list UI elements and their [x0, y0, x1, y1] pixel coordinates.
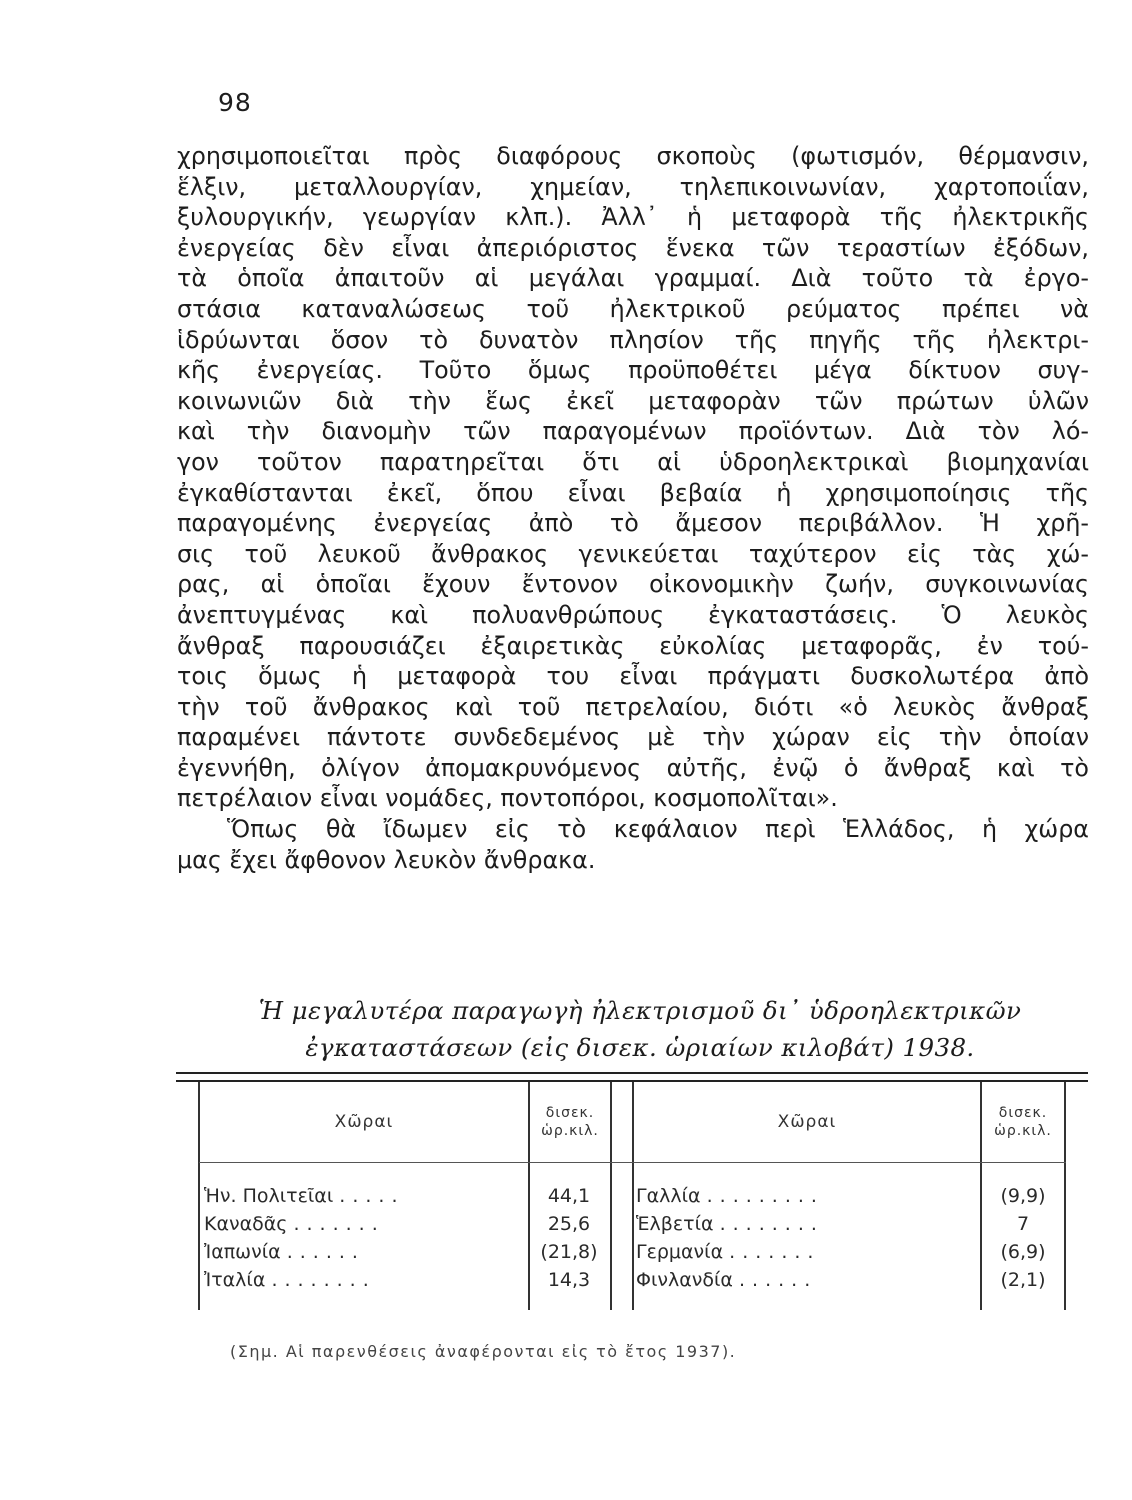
- body-line: ἐγκαθίστανται ἐκεῖ, ὅπου εἶναι βεβαία ἡ χρησιμοποίησις τῆς: [177, 478, 1089, 507]
- header-unit-line: δισεκ.: [998, 1105, 1048, 1121]
- right-country-cell: [636, 1182, 966, 1210]
- table-footnote: (Σημ. Αἱ παρενθέσεις ἀναφέρονται εἰς τὸ ἔτος 1937).: [230, 1342, 737, 1361]
- body-line: τὴν τοῦ ἄνθρακος καὶ τοῦ πετρελαίου, διότι «ὁ λευκὸς ἄνθραξ: [177, 692, 1089, 721]
- body-line: παραμένει πάντοτε συνδεδεμένος μὲ τὴν χώραν εἰς τὴν ὁποίαν: [177, 723, 1089, 752]
- country-name: Ἑλβετία: [636, 1213, 714, 1235]
- country-name: Ἰταλία: [204, 1269, 266, 1291]
- header-unit-line: ὡρ.κιλ.: [994, 1123, 1052, 1139]
- body-line: γον τοῦτον παρατηρεῖται ὅτι αἱ ὑδροηλεκτρικαὶ βιομηχανίαι: [177, 447, 1089, 476]
- left-value: 25,6: [547, 1213, 591, 1235]
- body-line: κοινωνιῶν διὰ τὴν ἕως ἐκεῖ μεταφορὰν τῶν πρώτων ὑλῶν: [177, 386, 1089, 415]
- table-title-line: ἐγκαταστάσεων (εἰς δισεκ. ὡριαίων κιλοβάτ) 1938.: [305, 1033, 975, 1062]
- header-unit-left: [530, 1082, 610, 1162]
- body-line: ρας, αἱ ὁποῖαι ἔχουν ἔντονον οἰκονομικὴν ζωήν, συγκοινωνίας: [177, 570, 1089, 599]
- header-unit-line: δισεκ.: [545, 1105, 595, 1121]
- leader-dots: ......: [739, 1269, 818, 1291]
- country-name: Φινλανδία: [636, 1269, 733, 1291]
- right-country-cell: [636, 1238, 966, 1266]
- right-country-cell: [636, 1210, 966, 1238]
- body-line: ἐνεργείας δὲν εἶναι ἀπεριόριστος ἕνεκα τῶν τεραστίων ἐξόδων,: [177, 233, 1089, 262]
- left-country-cell: [204, 1266, 529, 1294]
- right-value: (2,1): [1000, 1269, 1046, 1291]
- left-value: 14,3: [547, 1269, 591, 1291]
- right-value: (6,9): [1000, 1241, 1046, 1263]
- header-countries-left: Χῶραι: [334, 1112, 394, 1132]
- country-name: Ἡν. Πολιτεῖαι: [204, 1185, 334, 1207]
- country-name: Καναδᾶς: [204, 1213, 288, 1235]
- right-country-cell: [636, 1266, 966, 1294]
- body-line: ἐγεννήθη, ὀλίγον ἀπομακρυνόμενος αὐτῆς, ἐνῷ ὁ ἄνθραξ καὶ τὸ: [177, 753, 1089, 782]
- left-country-cell: [204, 1210, 529, 1238]
- leader-dots: .......: [293, 1213, 385, 1235]
- body-line: ἄνθραξ παρουσιάζει ἐξαιρετικὰς εὐκολίας μεταφορᾶς, ἐν τού-: [177, 631, 1089, 660]
- left-value: 44,1: [547, 1185, 591, 1207]
- body-line: ξυλουργικήν, γεωργίαν κλπ.). Ἀλλ᾿ ἡ μεταφορὰ τῆς ἠλεκτρικῆς: [177, 203, 1089, 232]
- header-unit-line: ὡρ.κιλ.: [541, 1123, 599, 1139]
- body-line: τὰ ὁποῖα ἀπαιτοῦν αἱ μεγάλαι γραμμαί. Διὰ τοῦτο τὰ ἐργο-: [177, 264, 1089, 293]
- leader-dots: .....: [339, 1185, 405, 1207]
- left-value: (21,8): [540, 1241, 598, 1263]
- body-line: χρησιμοποιεῖται πρὸς διαφόρους σκοποὺς (φωτισμόν, θέρμανσιν,: [177, 142, 1089, 170]
- body-line: κῆς ἐνεργείας. Τοῦτο ὅμως προϋποθέτει μέγα δίκτυον συγ-: [177, 356, 1089, 385]
- body-line: ἱδρύωνται ὅσον τὸ δυνατὸν πλησίον τῆς πηγῆς τῆς ἠλεκτρι-: [177, 325, 1089, 354]
- body-line: σις τοῦ λευκοῦ ἄνθρακος γενικεύεται ταχύτερον εἰς τὰς χώ-: [177, 539, 1089, 568]
- leader-dots: .......: [729, 1241, 821, 1263]
- header-unit-right: [982, 1082, 1064, 1162]
- left-country-cell: [204, 1182, 529, 1210]
- body-line: μας ἔχει ἄφθονον λευκὸν ἄνθρακα.: [177, 845, 596, 874]
- leader-dots: ........: [271, 1269, 376, 1291]
- country-name: Ἰαπωνία: [204, 1241, 281, 1263]
- table-top-rule: [176, 1072, 1088, 1074]
- country-name: Γαλλία: [636, 1185, 701, 1207]
- header-countries-right: Χῶραι: [777, 1112, 837, 1132]
- body-line: παραγομένης ἐνεργείας ἀπὸ τὸ ἄμεσον περιβάλλον. Ἡ χρῆ-: [177, 509, 1089, 538]
- body-line: καὶ τὴν διανομὴν τῶν παραγομένων προϊόντων. Διὰ τὸν λό-: [177, 417, 1089, 446]
- table-row: [176, 1210, 1088, 1238]
- body-line: ἕλξιν, μεταλλουργίαν, χημείαν, τηλεπικοινωνίαν, χαρτοποιΐαν,: [177, 172, 1089, 201]
- table-row: [176, 1182, 1088, 1210]
- right-value: 7: [1016, 1213, 1030, 1235]
- table-row: [176, 1266, 1088, 1294]
- leader-dots: ......: [286, 1241, 365, 1263]
- body-line: ἀνεπτυγμένας καὶ πολυανθρώπους ἐγκαταστάσεις. Ὁ λευκὸς: [177, 600, 1089, 629]
- body-line: Ὅπως θὰ ἴδωμεν εἰς τὸ κεφάλαιον περὶ Ἑλλάδος, ἡ χώρα: [227, 815, 1089, 844]
- table-title: [150, 992, 1130, 1066]
- hydroelectric-production-table: [176, 1072, 1088, 1310]
- right-value: (9,9): [1000, 1185, 1046, 1207]
- left-country-cell: [204, 1238, 529, 1266]
- body-paragraph: [177, 141, 1089, 875]
- leader-dots: ........: [719, 1213, 824, 1235]
- body-line: πετρέλαιον εἶναι νομάδες, ποντοπόροι, κοσμοπολῖται».: [177, 784, 838, 813]
- country-name: Γερμανία: [636, 1241, 724, 1263]
- body-line: στάσια καταναλώσεως τοῦ ἠλεκτρικοῦ ρεύματος πρέπει νὰ: [177, 294, 1089, 323]
- table-header-rule: [199, 1162, 1066, 1163]
- page-number: 98: [218, 88, 252, 117]
- leader-dots: .........: [706, 1185, 824, 1207]
- table-row: [176, 1238, 1088, 1266]
- body-line: τοις ὅμως ἡ μεταφορὰ του εἶναι πράγματι δυσκολωτέρα ἀπὸ: [177, 662, 1089, 691]
- table-title-line: Ἡ μεγαλυτέρα παραγωγὴ ἠλεκτρισμοῦ δι᾿ ὑδροηλεκτρικῶν: [258, 996, 1022, 1025]
